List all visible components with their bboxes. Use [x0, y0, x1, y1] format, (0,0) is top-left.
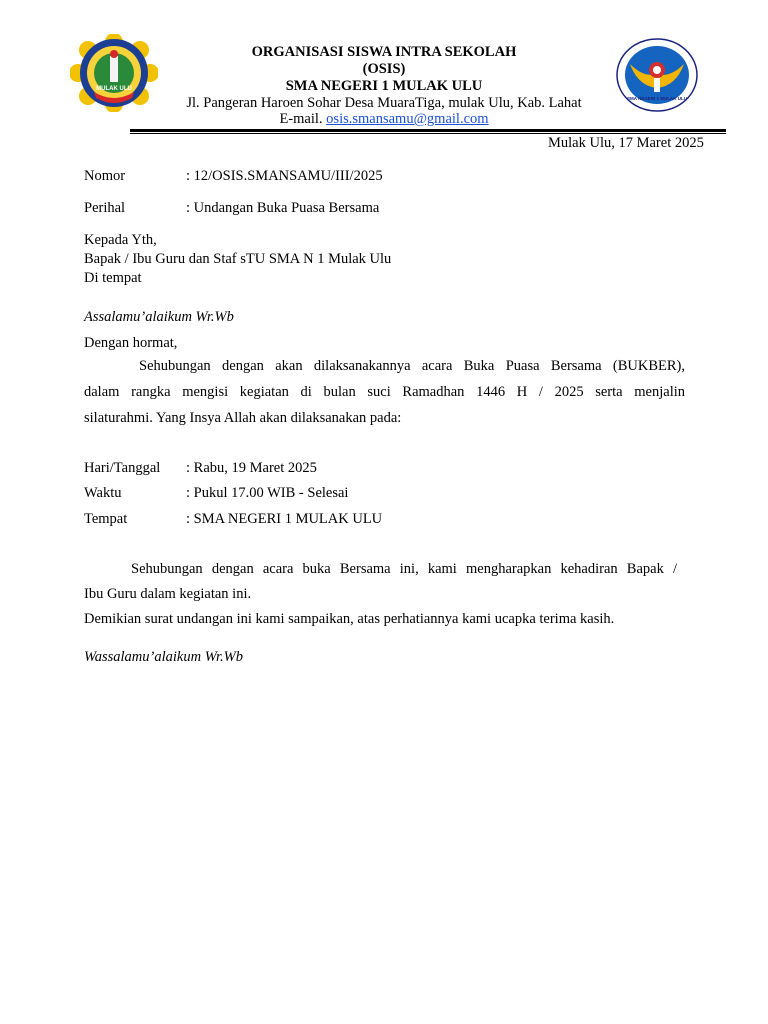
detail-value-date: : Rabu, 19 Maret 2025 [186, 460, 317, 476]
school-logo-text: SMA NEGERI 1 MULAK ULU [626, 96, 688, 101]
detail-value-time: : Pukul 17.00 WIB - Selesai [186, 485, 349, 501]
school-name: SMA NEGERI 1 MULAK ULU [285, 78, 483, 94]
recipient-line1: Kepada Yth, [84, 232, 157, 248]
detail-value-place: : SMA NEGERI 1 MULAK ULU [186, 511, 383, 527]
para2-line1: Sehubungan dengan acara buka Bersama ini, kami mengharapkan kehadiran Bapak / [131, 561, 677, 577]
perihal-value: : Undangan Buka Puasa Bersama [186, 200, 380, 216]
closing-line: Demikian surat undangan ini kami sampaikan, atas perhatiannya kami ucapka terima kasih. [84, 611, 615, 627]
recipient-line2: Bapak / Ibu Guru dan Staf sTU SMA N 1 Mulak Ulu [84, 251, 392, 267]
osis-logo-text: MULAK ULU [96, 86, 132, 92]
recipient-line3: Di tempat [84, 270, 142, 286]
header-rule-thick [130, 129, 726, 132]
nomor-label: Nomor [84, 168, 126, 184]
email-link[interactable]: osis.smansamu@gmail.com [326, 111, 489, 127]
opening-salam: Assalamu’alaikum Wr.Wb [84, 309, 234, 325]
greeting: Dengan hormat, [84, 335, 178, 351]
para1-line1: Sehubungan dengan akan dilaksanakannya acara Buka Puasa Bersama (BUKBER), [139, 358, 685, 374]
email-label: E-mail. [279, 111, 323, 127]
letter-date: Mulak Ulu, 17 Maret 2025 [548, 135, 704, 151]
detail-label-time: Waktu [84, 485, 122, 501]
perihal-label: Perihal [84, 200, 126, 216]
email-line [0, 111, 768, 127]
detail-label-place: Tempat [84, 511, 128, 527]
school-address: Jl. Pangeran Haroen Sohar Desa MuaraTiga, mulak Ulu, Kab. Lahat [186, 95, 582, 111]
para1-line2: dalam rangka mengisi kegiatan di bulan suci Ramadhan 1446 H / 2025 serta menjalin [84, 384, 685, 400]
org-name-line2: (OSIS) [362, 61, 406, 77]
detail-label-date: Hari/Tanggal [84, 460, 161, 476]
para1-line3: silaturahmi. Yang Insya Allah akan dilaksanakan pada: [84, 410, 402, 426]
para2-line2: Ibu Guru dalam kegiatan ini. [84, 586, 252, 602]
org-name-line1: ORGANISASI SISWA INTRA SEKOLAH [251, 44, 517, 60]
closing-salam: Wassalamu’alaikum Wr.Wb [84, 649, 243, 665]
nomor-value: : 12/OSIS.SMANSAMU/III/2025 [186, 168, 383, 184]
